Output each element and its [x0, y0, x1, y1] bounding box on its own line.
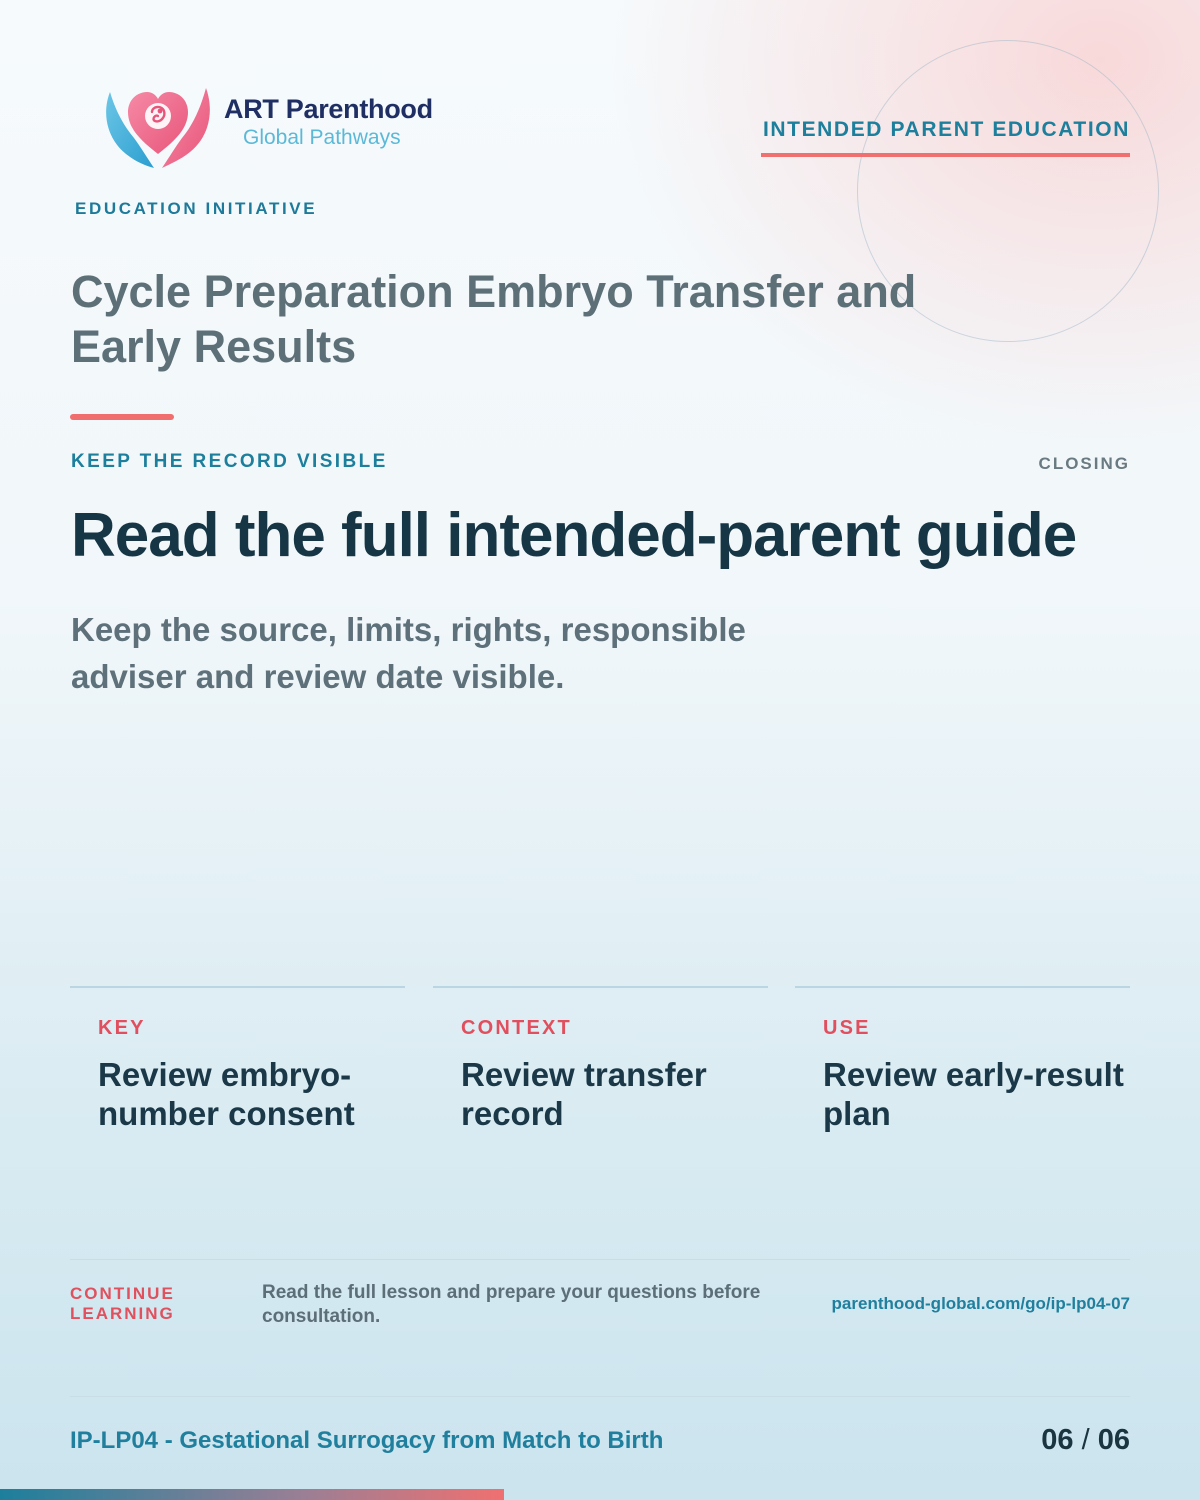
- brand-name: ART Parenthood: [224, 94, 433, 124]
- column-context: [433, 986, 768, 1133]
- section-eyebrow: KEEP THE RECORD VISIBLE: [71, 451, 388, 472]
- heart-hands-embryo-icon: [100, 76, 216, 172]
- page-headline: Read the full intended-parent guide: [71, 501, 1077, 570]
- column-use: [795, 986, 1130, 1133]
- column-label: KEY: [98, 1017, 146, 1039]
- continue-learning-text: Read the full lesson and prepare your questions before consultation.: [262, 1282, 761, 1327]
- column-label: USE: [823, 1017, 871, 1039]
- lesson-link[interactable]: parenthood-global.com/go/ip-lp04-07: [831, 1294, 1130, 1313]
- accent-divider: [70, 414, 174, 420]
- section-tag: CLOSING: [1038, 454, 1130, 473]
- progress-accent-bar: [0, 1489, 504, 1500]
- page-separator: /: [1081, 1424, 1090, 1456]
- divider: [70, 1259, 1130, 1260]
- column-key: [70, 986, 405, 1133]
- continue-learning-label: CONTINUE LEARNING: [70, 1284, 175, 1323]
- column-text: Review early-result plan: [823, 1056, 1124, 1132]
- page-subline: Keep the source, limits, rights, responsible adviser and review date visible.: [71, 611, 746, 695]
- page-total: 06: [1097, 1424, 1130, 1456]
- column-text: Review embryo-number consent: [98, 1056, 355, 1132]
- page-current: 06: [1041, 1424, 1074, 1456]
- column-label: CONTEXT: [461, 1017, 572, 1039]
- course-title: IP-LP04 - Gestational Surrogacy from Match to Birth: [70, 1427, 664, 1454]
- category-underline: [761, 153, 1130, 157]
- lesson-title: Cycle Preparation Embryo Transfer and Early Results: [71, 266, 917, 372]
- education-initiative-label: EDUCATION INITIATIVE: [75, 199, 318, 218]
- divider: [70, 1396, 1130, 1397]
- column-text: Review transfer record: [461, 1056, 707, 1132]
- category-label: INTENDED PARENT EDUCATION: [762, 118, 1130, 141]
- brand-subtitle: Global Pathways: [243, 126, 401, 149]
- page-number: [1041, 1424, 1130, 1457]
